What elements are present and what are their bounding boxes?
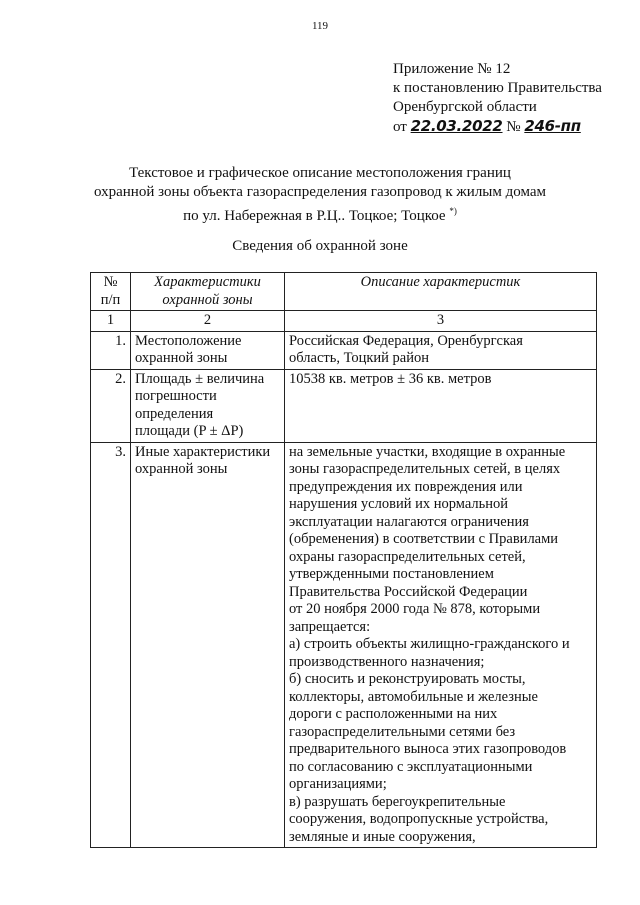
appendix-region: Оренбургской области (393, 99, 537, 115)
header-number-line1: № (103, 274, 118, 290)
char-line: площади (P ± ΔP) (135, 423, 244, 439)
desc-line: (обременения) в соответствии с Правилами (289, 531, 559, 547)
char-line: погрешности (135, 388, 217, 404)
numbering-cell: 2 (131, 311, 285, 332)
header-char-line2: охранной зоны (162, 291, 253, 308)
appendix-resolution: к постановлению Правительства (393, 80, 602, 96)
row-number: 2. (91, 369, 131, 442)
desc-line: 10538 кв. метров ± 36 кв. метров (289, 370, 492, 387)
row-characteristic (131, 369, 285, 442)
desc-line: Правительства Российской Федерации (289, 583, 528, 600)
zone-table (90, 272, 597, 848)
row-number: 1. (91, 331, 131, 369)
row-characteristic (131, 442, 285, 848)
desc-line: предупреждения их повреждения или (289, 478, 523, 495)
char-line: Местоположение (135, 332, 242, 349)
appendix-block (393, 60, 602, 137)
char-line: Площадь ± величина (135, 370, 265, 387)
desc-line: коллекторы, автомобильные и железные (289, 688, 538, 705)
desc-line: охраны газораспределительных сетей, (289, 548, 526, 565)
table-row (91, 331, 597, 369)
row-characteristic (131, 331, 285, 369)
page-number: 119 (311, 20, 329, 32)
header-characteristics (131, 273, 285, 311)
section-subtitle: Сведения об охранной зоне (232, 238, 408, 254)
desc-line: эксплуатации налагаются ограничения (289, 513, 529, 530)
desc-line: дороги с расположенными на них (289, 706, 498, 722)
desc-line: б) сносить и реконструировать мосты, (289, 671, 526, 687)
row-number: 3. (91, 442, 131, 848)
footnote-mark: *) (449, 206, 457, 216)
title-line-3-text: по ул. Набережная в Р.Ц.. Тоцкое; Тоцкое (183, 208, 446, 224)
appendix-date-line (393, 117, 602, 137)
appendix-title: Приложение № 12 (393, 61, 511, 77)
desc-line: сооружения, водопропускные устройства, (289, 811, 549, 827)
document-title (80, 164, 560, 226)
header-description: Описание характеристик (285, 273, 597, 311)
handwritten-date: 22.03.2022 (410, 117, 503, 135)
desc-line: предварительного выноса этих газопроводов (289, 741, 567, 757)
title-line-3 (80, 202, 560, 226)
desc-line: организациями; (289, 776, 387, 792)
table-row (91, 369, 597, 442)
desc-line: по согласованию с эксплуатационными (289, 758, 533, 775)
desc-line: а) строить объекты жилищно-гражданского и (289, 636, 570, 652)
table-header-row (91, 273, 597, 311)
desc-line: газораспределительными сетями без (289, 723, 516, 740)
number-prefix: № (506, 119, 521, 135)
desc-line: нарушения условий их нормальной (289, 496, 509, 512)
date-prefix: от (393, 119, 407, 135)
desc-line: производственного назначения; (289, 653, 485, 670)
desc-line: Российская Федерация, Оренбургская (289, 332, 523, 349)
header-char-line1: Характеристики (154, 274, 261, 290)
row-description (285, 369, 597, 442)
desc-line: земляные и иные сооружения, (289, 828, 476, 845)
table-numbering-row (91, 311, 597, 332)
title-line-2: охранной зоны объекта газораспределения газопровод к жилым домам (93, 184, 547, 200)
row-description (285, 331, 597, 369)
handwritten-number: 246-пп (524, 117, 581, 135)
char-line: охранной зоны (135, 461, 228, 477)
header-number-line2: п/п (100, 291, 121, 308)
desc-line: зоны газораспределительных сетей, в целях (289, 461, 561, 477)
desc-line: область, Тоцкий район (289, 350, 429, 366)
desc-line: запрещается: (289, 618, 371, 635)
desc-line: от 20 ноября 2000 года № 878, которыми (289, 601, 541, 617)
char-line: охранной зоны (135, 350, 228, 366)
numbering-cell: 1 (91, 311, 131, 332)
desc-line: в) разрушать берегоукрепительные (289, 793, 506, 810)
title-line-1: Текстовое и графическое описание местоположения границ (129, 165, 511, 181)
char-line: определения (135, 405, 214, 422)
numbering-cell: 3 (285, 311, 597, 332)
desc-line: на земельные участки, входящие в охранные (289, 443, 566, 460)
desc-line: утвержденными постановлением (289, 566, 494, 582)
row-description (285, 442, 597, 848)
table-row (91, 442, 597, 848)
header-number (91, 273, 131, 311)
char-line: Иные характеристики (135, 443, 271, 460)
